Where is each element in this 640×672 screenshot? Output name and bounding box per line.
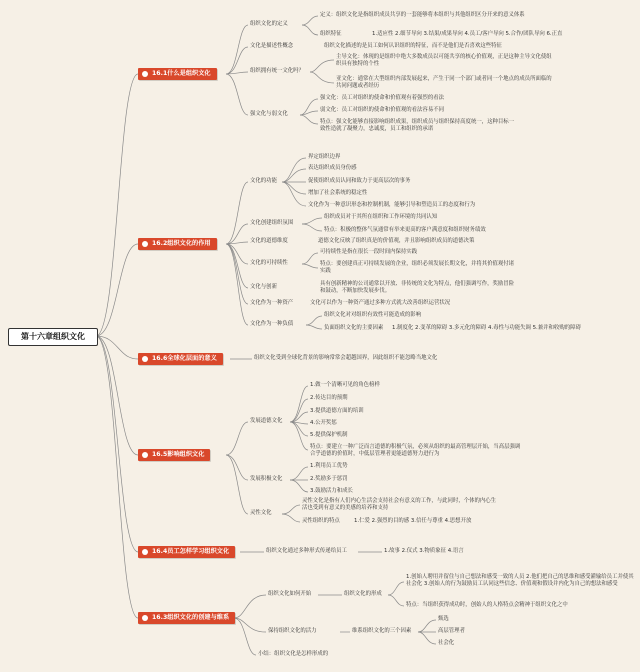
- node-def[interactable]: 组织文化的定义: [250, 21, 288, 27]
- node-climate2: 特点：积极的整体气氛通常有举来更高的客户满意度和组织财务绩效: [324, 227, 486, 233]
- node-descriptive-text: 组织文化描述的是员工如何认识组织的特征，而不是他们是否喜欢这些特征: [324, 43, 502, 49]
- node-learn-text[interactable]: 组织文化通过多种形式传递给员工: [266, 548, 347, 554]
- node-climate1: 组织成员对于其所在组织和工作环境的共同认知: [324, 214, 438, 220]
- node-s1: 灵性文化是指有人们内心生活会支持社会有意义的工作，与此同时，个体的内心生活也受到有意义的美感的培养和支持: [302, 498, 497, 512]
- node-strong-feature: 特点：强文化能够直接影响组织成果，组织成员与组织保持高度统一，这种目标一致性造就了凝聚力，忠诚度，员工和组织的承诺: [320, 119, 515, 133]
- node-asset[interactable]: 文化作为一种资产: [250, 300, 294, 306]
- node-ethical[interactable]: 发展道德文化: [250, 418, 283, 424]
- node-summary[interactable]: 小结：组织文化是怎样形成的: [258, 651, 329, 657]
- node-e3: 3.提供道德方面的培训: [310, 408, 364, 414]
- node-formation[interactable]: 组织文化的形成: [344, 591, 382, 597]
- node-f4: 增加了社会系统的稳定性: [308, 190, 368, 196]
- node-start[interactable]: 组织文化如何开始: [268, 591, 312, 597]
- node-f2: 表达组织成员身份感: [308, 165, 357, 171]
- node-s2: 1.仁爱 2.强烈的目的感 3.信任与尊重 4.思想开放: [354, 518, 472, 524]
- node-s2-label: 灵性组织的特点: [302, 518, 340, 524]
- node-formation2: 特点：当组织获得成功时，创始人的人格特点会精神于组织文化之中: [406, 602, 568, 608]
- node-features-text: 1.适应性 2.细节导向 3.结果/成果导向 4.员工/客户导向 5.合作/团队导向 6.正直: [372, 31, 563, 37]
- node-f1: 界定组织边界: [308, 154, 341, 160]
- node-dominant: 主导文化：体现的是组织中绝大多数成员以可能共享的核心价值观，正是这种主导文化使组织具有独特的个性: [336, 54, 552, 68]
- node-ethics-text: 道德文化反映了组织真是的价值观，并且影响组织成员的道德决策: [318, 238, 475, 244]
- node-ethics[interactable]: 文化的道德维度: [250, 238, 288, 244]
- node-innovation[interactable]: 文化与创新: [250, 284, 277, 290]
- node-factors[interactable]: 维系组织文化的三个因素: [352, 628, 412, 634]
- node-liability1: 组织文化对对组织有效性可能造成的影响: [324, 312, 422, 318]
- node-k2: 高层管理者: [438, 628, 465, 634]
- node-def-text: 组织文化是指组织成员共享的一套能够将本组织与其他组织区分开来的意义体系: [336, 12, 525, 18]
- section-16-6[interactable]: 16.6全球化层面的意义: [138, 353, 223, 365]
- root-node[interactable]: 第十六章组织文化: [8, 328, 98, 346]
- node-e-feature: 特点：要建立一种广泛而言道德的积极气氛，必须从组织的最高管理层开始，当高层强调合乎道德的价值时，中低层管理者更能道德努力进行为: [310, 444, 521, 458]
- node-p3: 3.鼓励活力和成长: [310, 488, 353, 494]
- node-one-culture[interactable]: 组织拥有统一文化吗？: [250, 68, 304, 74]
- node-features-label: 组织特征: [320, 31, 342, 37]
- section-16-3[interactable]: 16.3组织文化的创建与维系: [138, 612, 235, 624]
- node-e5: 5.提供保护机制: [310, 432, 348, 438]
- node-strong-weak[interactable]: 强文化与弱文化: [250, 111, 288, 117]
- section-16-4[interactable]: 16.4员工怎样学习组织文化: [138, 546, 235, 558]
- node-spiritual[interactable]: 灵性文化: [250, 510, 272, 516]
- node-e2: 2.传达目的预期: [310, 395, 348, 401]
- node-k1: 甄选: [438, 616, 449, 622]
- node-keep[interactable]: 保持组织文化的活力: [268, 628, 317, 634]
- node-global-text: 组织文化受到全球化背景的影响常常会超越国界，因此组织不能忽略当地文化: [254, 355, 438, 361]
- node-f3: 促使组织成员认同和致力于更高层次的事务: [308, 178, 411, 184]
- node-climate[interactable]: 文化创建组织氛围: [250, 220, 294, 226]
- node-subculture: 亚文化：通常在大型组织内部发展起来，产生于同一个部门或者同一个地点的成员所面临的共同问题或者经历: [336, 76, 552, 90]
- node-innovation-text: 具有创新精神的公司通常以开放、非传统的文化为特点，他们强调写作，奖励冒险和鼓动，不断加快发展步伐。: [320, 281, 515, 295]
- node-p2: 2.奖励多于惩罚: [310, 476, 348, 482]
- node-p1: 1.利用员工优势: [310, 463, 348, 469]
- node-liability2: 1.制度化 2.变革的障碍 3.多元化的障碍 4.毒性与功能失调 5.兼并和收购的障碍: [392, 325, 581, 331]
- node-strong: 强文化：员工对组织的使命和价值观有着强烈的看法: [320, 95, 444, 101]
- section-16-1[interactable]: 16.1什么是组织文化: [138, 68, 217, 80]
- node-sustain[interactable]: 文化的可持续性: [250, 260, 288, 266]
- section-16-2[interactable]: 16.2组织文化的作用: [138, 238, 217, 250]
- section-16-5[interactable]: 16.5影响组织文化: [138, 449, 210, 461]
- node-descriptive[interactable]: 文化是描述性概念: [250, 43, 294, 49]
- node-k3: 社会化: [438, 640, 455, 646]
- node-e1: 1.做一个清晰可见的角色榜样: [310, 382, 380, 388]
- node-weak: 弱文化：员工对组织的使命和价值观的看法容易不同: [320, 107, 444, 113]
- node-sustain1: 可持续性是指在很长一段时间内保持实践: [320, 249, 418, 255]
- node-learn-forms: 1.故事 2.仪式 3.物质象征 4.语言: [384, 548, 464, 554]
- node-functions[interactable]: 文化的功能: [250, 178, 277, 184]
- node-positive[interactable]: 发展积极文化: [250, 476, 283, 482]
- node-asset-text: 文化可以作为一种资产通过多种方式就大改善组织运营状况: [310, 300, 451, 306]
- node-sustain2: 特点：要创建真正可持续发展的企业，组织必须发展长期文化，并将其价值观付诸实践: [320, 261, 515, 275]
- node-liability2-label: 负面组织文化的主要因素: [324, 325, 384, 331]
- node-liability[interactable]: 文化作为一种负债: [250, 321, 294, 327]
- node-formation1: 1.创始人聘用并留住与自己想法和感受一致的人员 2.他们把自己的思维和感受灌输给员工并使其社会化 3.创始人的行为鼓励员工认同这些信念、价值观和假设并内化为自己的想法和感受: [406, 574, 634, 588]
- node-e4: 4.公开奖惩: [310, 420, 337, 426]
- node-f5: 文化作为一种意识形态和控制机制，能够引导和塑造员工的态度和行为: [308, 202, 476, 208]
- node-def-label: 定义：: [320, 12, 337, 18]
